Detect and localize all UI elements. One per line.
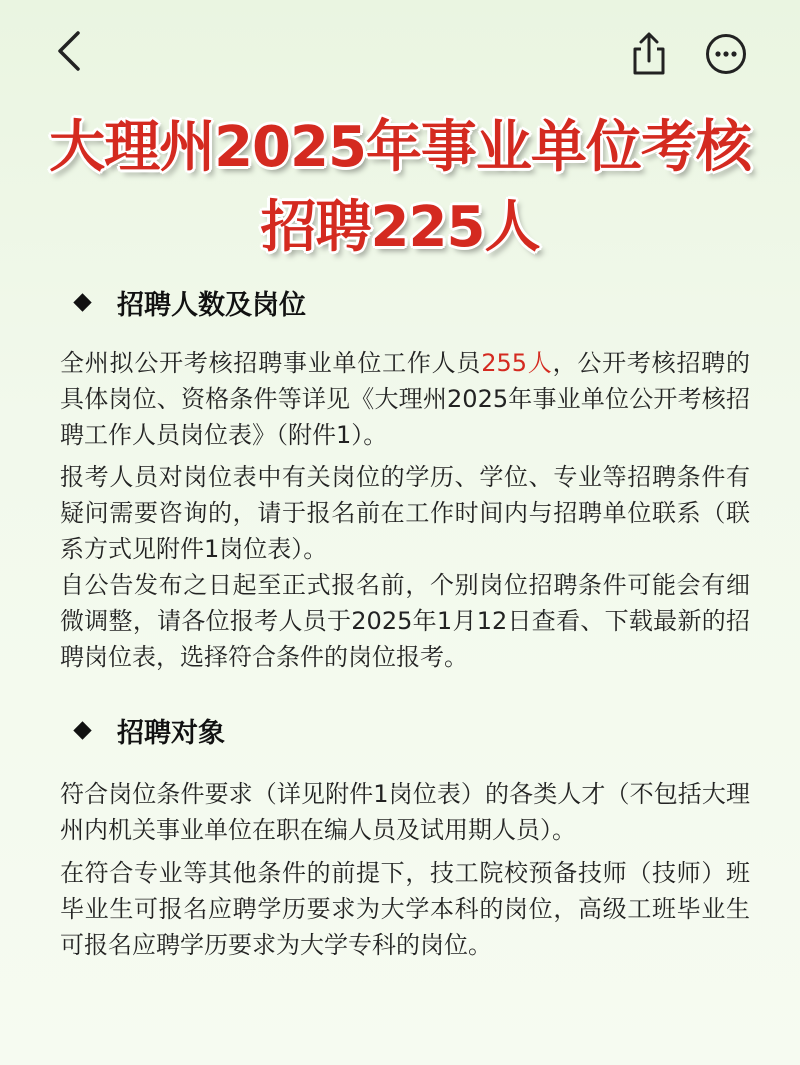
more-horizontal-icon bbox=[704, 32, 748, 80]
section-heading-recruitment-positions bbox=[60, 282, 750, 322]
paragraph-inquiry: 报考人员对岗位表中有关岗位的学历、学位、专业等招聘条件有疑问需要咨询的，请于报名前在工作时间内与招聘单位联系（联系方式见附件1岗位表）。 bbox=[60, 463, 750, 563]
chevron-left-icon bbox=[54, 29, 84, 77]
diamond-bullet-icon bbox=[73, 721, 91, 739]
post-title bbox=[0, 108, 800, 268]
diamond-bullet-icon bbox=[73, 293, 91, 311]
section-heading-recruitment-targets bbox=[60, 710, 750, 750]
title-line-2: 招聘225人 bbox=[260, 195, 540, 260]
paragraph-adjustment: 自公告发布之日起至正式报名前，个别岗位招聘条件可能会有细微调整，请各位报考人员于2025年1月12日查看、下载最新的招聘岗位表，选择符合条件的岗位报考。 bbox=[60, 571, 750, 671]
title-line-1: 大理州2025年事业单位考核 bbox=[49, 115, 751, 180]
paragraph-recruitment-count bbox=[60, 345, 750, 453]
share-button[interactable] bbox=[624, 30, 674, 82]
back-button[interactable] bbox=[44, 28, 94, 78]
paragraph-technician-graduates: 在符合专业等其他条件的前提下，技工院校预备技师（技师）班毕业生可报名应聘学历要求为大学本科的岗位，高级工班毕业生可报名应聘学历要求为大学专科的岗位。 bbox=[60, 859, 750, 959]
paragraph-text: 全州拟公开考核招聘事业单位工作人员 bbox=[60, 349, 482, 377]
section-title: 招聘对象 bbox=[117, 717, 225, 749]
highlight-count: 255人 bbox=[481, 349, 553, 377]
more-button[interactable] bbox=[700, 30, 752, 82]
share-icon bbox=[631, 31, 667, 81]
paragraph-eligibility: 符合岗位条件要求（详见附件1岗位表）的各类人才（不包括大理州内机关事业单位在职在编人员及试用期人员）。 bbox=[60, 780, 750, 844]
paragraph-text: ，公开考核招聘的具体岗位、资格条件等详见《大理州2025年事业单位公开考核招聘工作人员岗位表》（附件1）。 bbox=[60, 349, 751, 449]
top-navigation-bar bbox=[0, 0, 800, 110]
section-title: 招聘人数及岗位 bbox=[117, 289, 306, 321]
